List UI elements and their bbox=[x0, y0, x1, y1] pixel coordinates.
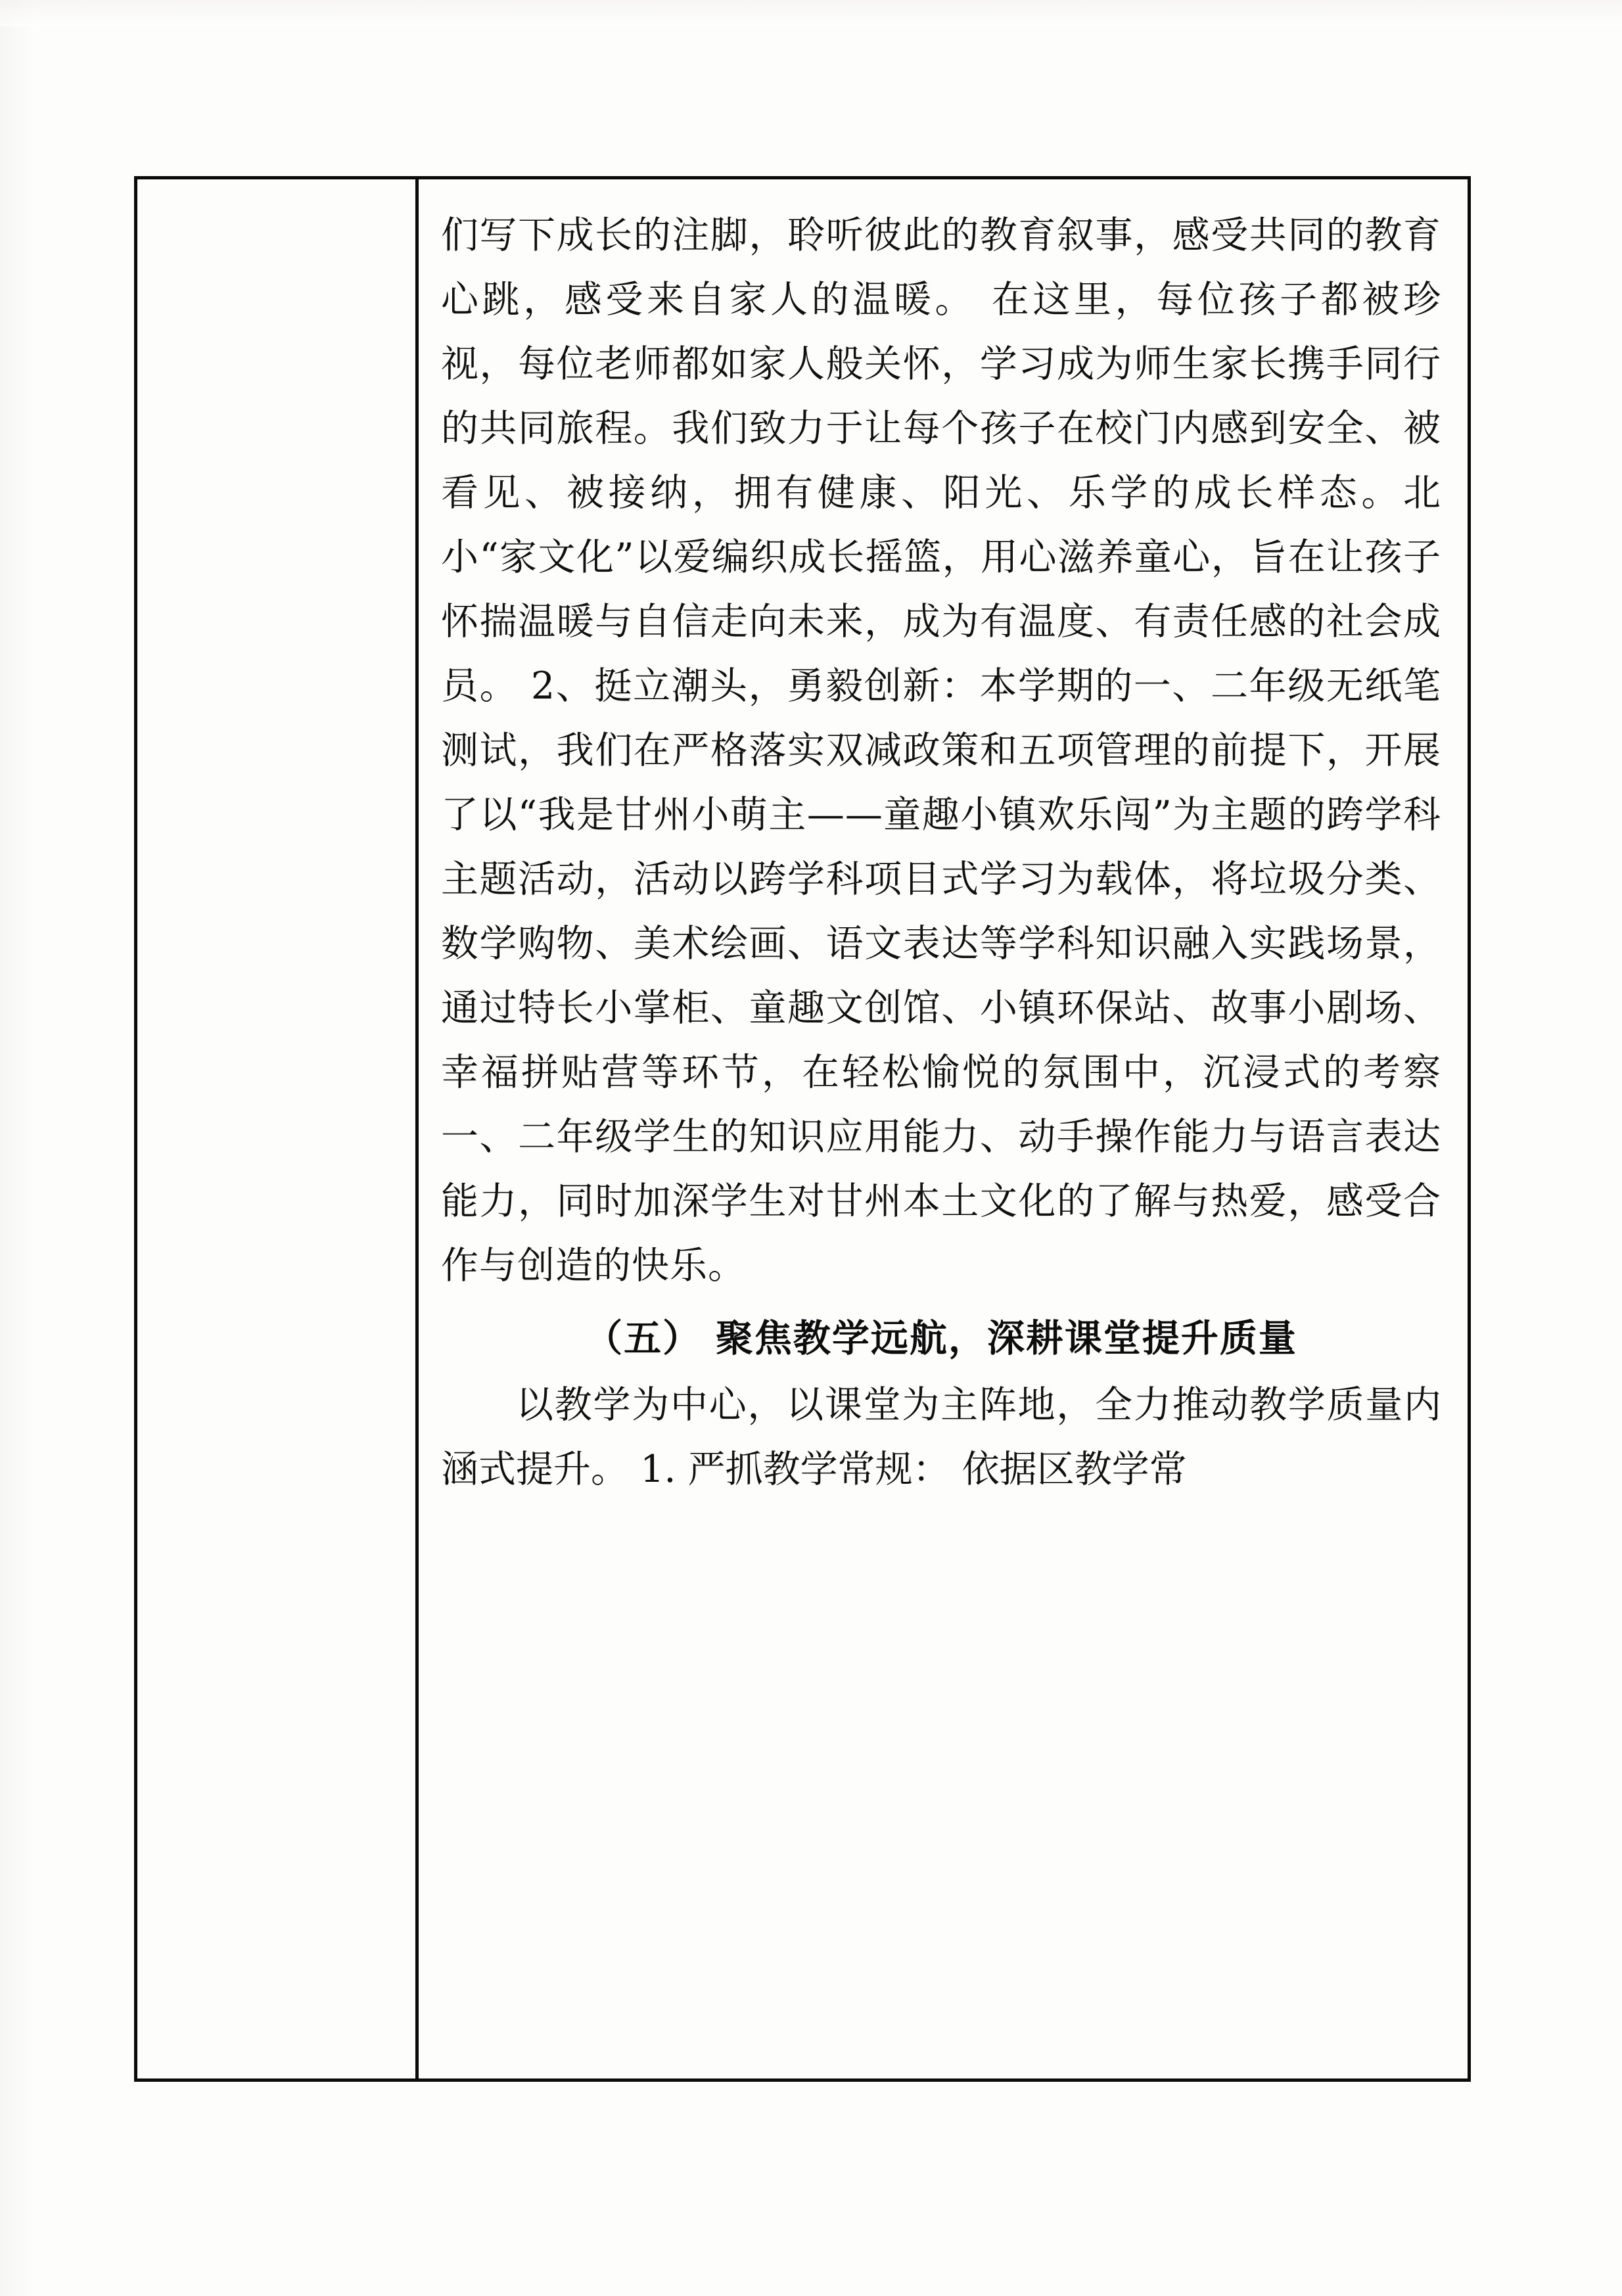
paragraph-body-1: 们写下成长的注脚，聆听彼此的教育叙事，感受共同的教育心跳，感受来自家人的温暖。 在这里，每位孩子都被珍视，每位老师都如家人般关怀，学习成为师生家长携手同行的共同旅程。我们致力于让每个孩子在校门内感到安全、被看见、被接纳，拥有健康、阳光、乐学的成长样态。北小“家文化”以爱编织成长摇篮，用心滋养童心，旨在让孩子怀揣温暖与自信走向未来，成为有温度、有责任感的社会成员。 2、挺立潮头，勇毅创新：本学期的一、二年级无纸笔测试，我们在严格落实双减政策和五项管理的前提下，开展了以“我是甘州小萌主——童趣小镇欢乐闯”为主题的跨学科主题活动，活动以跨学科项目式学习为载体，将垃圾分类、数学购物、美术绘画、语文表达等学科知识融入实践场景，通过特长小掌柜、童趣文创馆、小镇环保站、故事小剧场、幸福拼贴营等环节，在轻松愉悦的氛围中，沉浸式的考察一、二年级学生的知识应用能力、动手操作能力与语言表达能力，同时加深学生对甘州本土文化的了解与热爱，感受合作与创造的快乐。 bbox=[441, 214, 1441, 1287]
section-heading-five: （五） 聚焦教学远航，深耕课堂提升质量 bbox=[585, 1316, 1297, 1360]
document-table bbox=[134, 176, 1471, 2082]
table-left-column bbox=[137, 179, 419, 2078]
scan-edge-left bbox=[0, 0, 39, 2296]
scan-edge-top bbox=[0, 0, 1622, 26]
table-main-column bbox=[419, 179, 1468, 2078]
paragraph-body-2: 以教学为中心，以课堂为主阵地，全力推动教学质量内涵式提升。 1. 严抓教学常规： 依据区教学常 bbox=[441, 1383, 1441, 1491]
